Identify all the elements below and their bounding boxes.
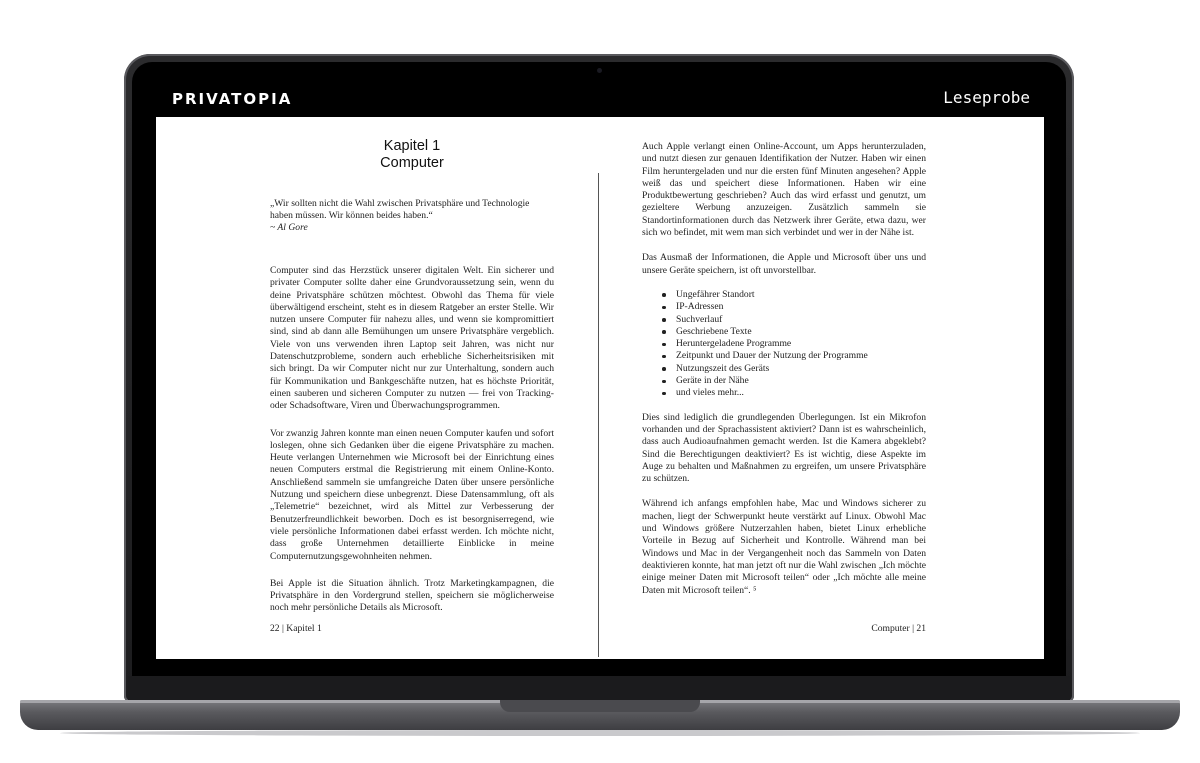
camera-icon (597, 68, 602, 73)
paragraph: Auch Apple verlangt einen Online-Account, um Apps herunterzuladen, und nutzt diesen zur genauen Identifikation der Nutzer. Haben wir einen Film heruntergeladen und nur die ersten fünf Minuten angesehen? Apple weiß das und speichert diese Informationen. Haben wir eine Produktbewertung geschrieben? Auch das wird erfasst und genutzt, um gezieltere Werbung anzuzeigen. Zusätzlich sammeln sie Standortinformationen durch das Netzwerk ihrer Geräte, etwa dazu, wer sich wo befindet, mit wem man sich verbindet und wer in der Nähe ist. (642, 141, 926, 239)
list-item: Zeitpunkt und Dauer der Nutzung der Programme (662, 350, 926, 362)
chapter-heading (270, 138, 554, 172)
chapter-title: Computer (380, 155, 444, 171)
left-page-footer: 22 | Kapitel 1 (270, 623, 322, 634)
list-item: Ungefährer Standort (662, 289, 926, 301)
right-page (642, 117, 926, 597)
opening-notch (500, 700, 700, 712)
quote-author: ~ Al Gore (270, 222, 308, 233)
list-item: Geschriebene Texte (662, 326, 926, 338)
page-divider (598, 173, 599, 657)
paragraph: Das Ausmaß der Informationen, die Apple und Microsoft über uns und unsere Geräte speichern, ist oft unvorstellbar. (642, 252, 926, 276)
book-spread (156, 117, 1044, 659)
brand-logo: PRIVATOPIA (172, 90, 293, 108)
paragraph: Bei Apple ist die Situation ähnlich. Trotz Marketingkampagnen, die Privatsphäre in den Vordergrund stellen, speichern sie möglicherweise noch mehr persönliche Details als Microsoft. (270, 577, 554, 614)
screen-chin (128, 676, 1070, 700)
paragraph: Während ich anfangs empfohlen habe, Mac und Windows sicherer zu machen, liegt der Schwerpunkt heute verstärkt auf Linux. Obwohl Mac und Windows größere Nutzerzahlen haben, bietet Linux erhebliche Vorteile in Bezug auf Sicherheit und Kontrolle. Während man bei Windows und Mac in der Vergangenheit noch das Sammeln von Daten deaktivieren konnte, hat man jetzt oft nur die Wahl zwischen „Ich möchte einige meiner Daten mit Microsoft teilen“ oder „Ich möchte alle meine Daten mit Microsoft teilen“. ⁵ (642, 498, 926, 596)
base-shadow (60, 730, 1140, 736)
list-item: Geräte in der Nähe (662, 375, 926, 387)
leseprobe-label: Leseprobe (943, 88, 1030, 107)
epigraph (270, 198, 554, 234)
list-item: Suchverlauf (662, 314, 926, 326)
list-item: Heruntergeladene Programme (662, 338, 926, 350)
left-page (270, 117, 554, 615)
list-item: und vieles mehr... (662, 387, 926, 399)
list-item: IP-Adressen (662, 301, 926, 313)
data-list (642, 289, 926, 400)
chapter-number: Kapitel 1 (383, 138, 441, 154)
paragraph: Dies sind lediglich die grundlegenden Überlegungen. Ist ein Mikrofon vorhanden und der Sprachassistent aktiviert? Dann ist es wahrscheinlich, dass auch Audioaufnahmen gemacht werden. Ist die Kamera abgeklebt? Sind die Berechtigungen deaktiviert? Es ist wichtig, diese Aspekte im Auge zu behalten und Maßnahmen zu ergreifen, um unsere Privatsphäre zu schützen. (642, 411, 926, 485)
paragraph: Computer sind das Herzstück unserer digitalen Welt. Ein sicherer und privater Computer sollte daher eine Grundvoraussetzung sein, wenn du deine Privatsphäre schützen möchtest. Obwohl das Thema für viele überwältigend erscheint, steht es in diesem Ratgeber an erster Stelle. Wir nutzen unsere Computer für nahezu alles, und wenn sie kompromittiert sind, sind ab dann alle Bemühungen um unsere Privatsphäre vergeblich. Viele von uns verwenden ihren Laptop seit Jahren, was nicht nur Datenschutzprobleme, sondern auch erhebliche Sicherheitsrisiken mit sich bringt. Da wir Computer nicht nur zur Unterhaltung, sondern auch für Kommunikation und Bankgeschäfte nutzen, hat es höchste Priorität, einen sauberen und sicheren Computer zu nutzen — frei von Tracking- oder Schadsoftware, Viren und Überwachungsprogrammen. (270, 265, 554, 412)
paragraph: Vor zwanzig Jahren konnte man einen neuen Computer kaufen und sofort loslegen, ohne sich Gedanken über die eigene Privatsphäre zu machen. Heute verlangen Unternehmen wie Microsoft bei der Einrichtung eines neuen Computers erstmal die Registrierung mit einem Online-Konto. Anschließend sammeln sie umfangreiche Daten über unsere persönliche Nutzung und speichern diese unbegrenzt. Diese Datensammlung, oft als „Telemetrie“ bezeichnet, wird als Mittel zur Verbesserung der Benutzerfreundlichkeit beworben. Doch es ist besorgniserregend, wie viele persönliche Informationen dabei erfasst werden. Ich möchte nicht, dass große Unternehmen detaillierte Einblicke in meine Computernutzungsgewohnheiten nehmen. (270, 427, 554, 562)
quote-text: „Wir sollten nicht die Wahl zwischen Privatsphäre und Technologie haben müssen. Wir können beides haben.“ (270, 198, 530, 221)
right-page-footer: Computer | 21 (871, 623, 926, 634)
list-item: Nutzungszeit des Geräts (662, 363, 926, 375)
